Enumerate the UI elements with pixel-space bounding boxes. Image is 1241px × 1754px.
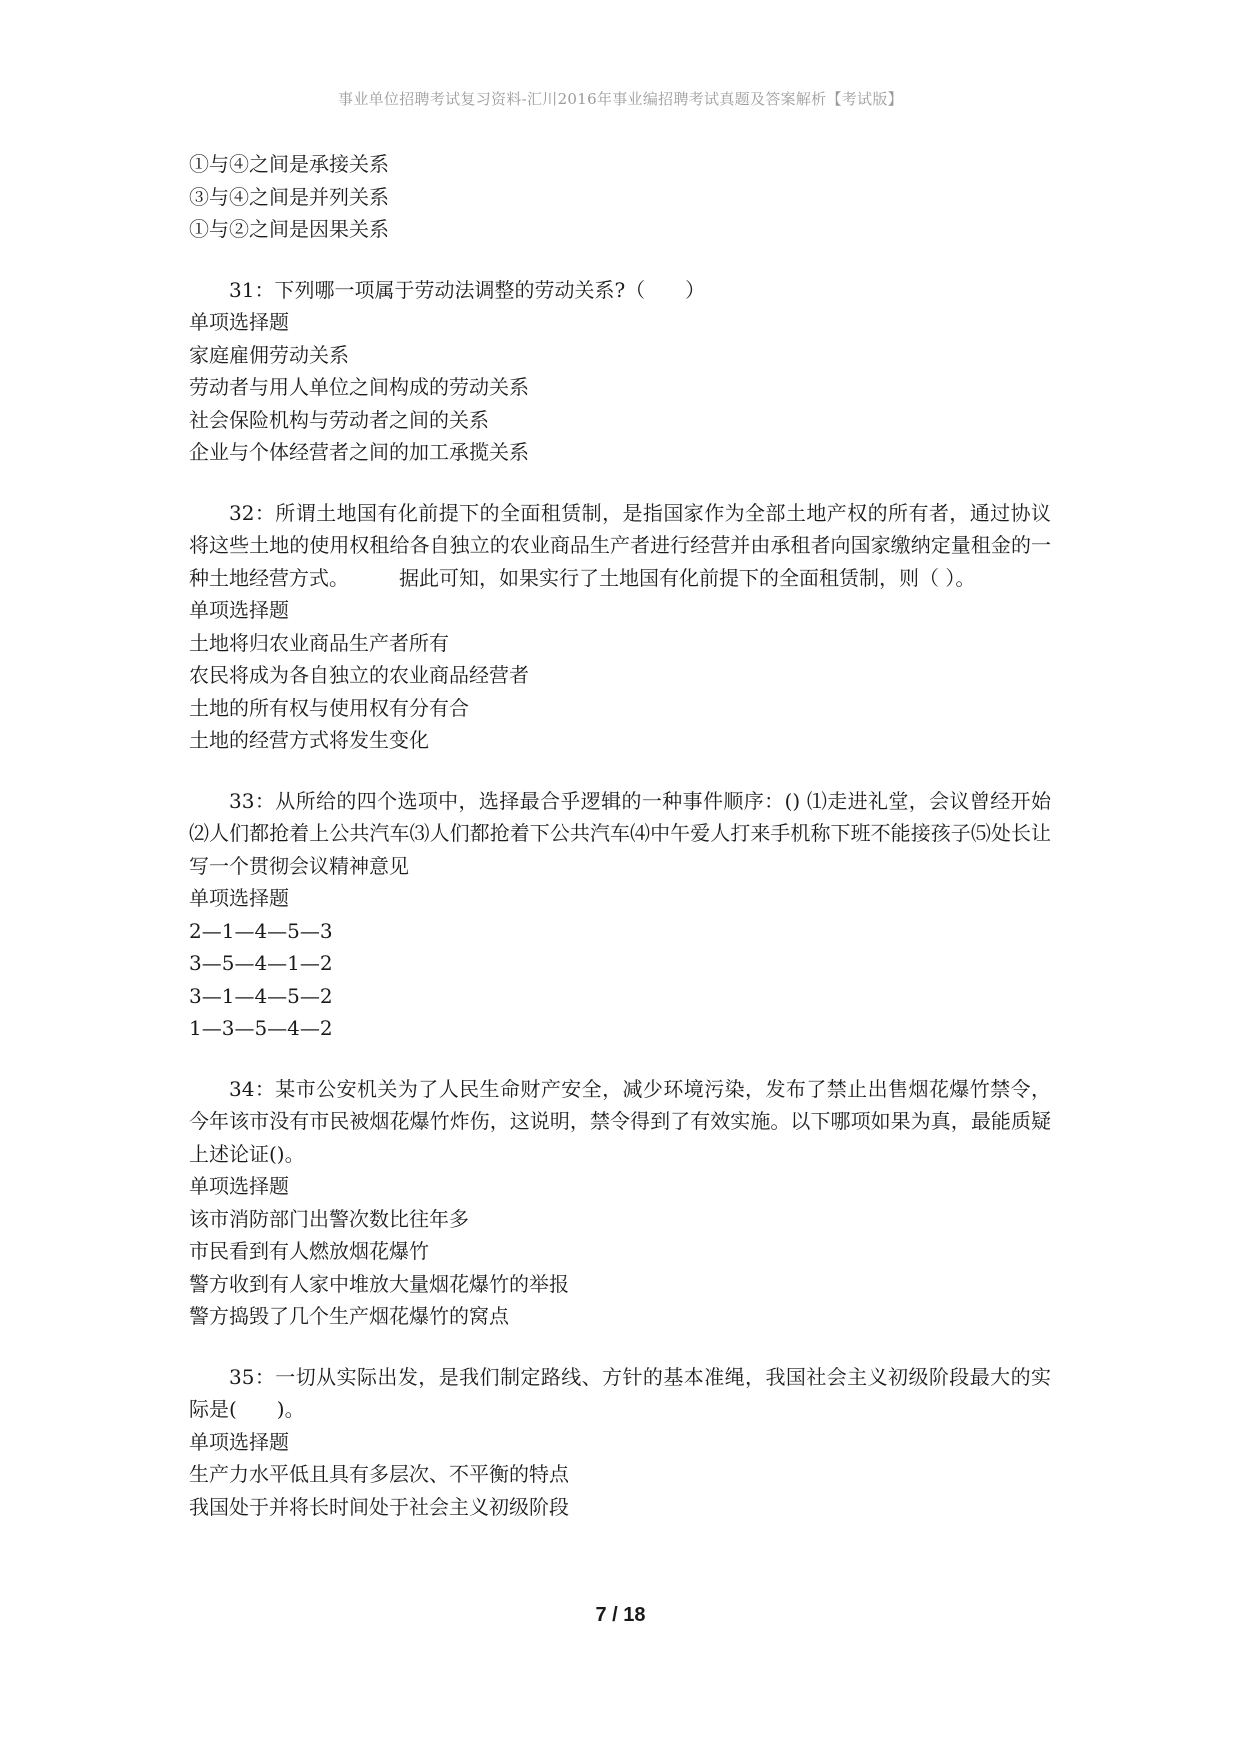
option-line: 警方捣毁了几个生产烟花爆竹的窝点 [189,1304,509,1328]
option-line: 我国处于并将长时间处于社会主义初级阶段 [189,1494,569,1519]
question-32 [189,497,1051,757]
option-line: 劳动者与用人单位之间构成的劳动关系 [189,375,529,399]
question-type: 单项选择题 [189,1174,289,1198]
option-line: ①与②之间是因果关系 [189,217,389,241]
question-34 [189,1073,1051,1333]
option-line: 2—1—4—5—3 [189,918,333,943]
question-type: 单项选择题 [189,598,289,622]
option-line: 3—1—4—5—2 [189,983,333,1008]
question-33 [189,785,1051,1045]
question-type: 单项选择题 [189,886,289,910]
question-text: 35：一切从实际出发，是我们制定路线、方针的基本准绳，我国社会主义初级阶段最大的实际是( )。 [189,1364,1051,1421]
question-35 [189,1361,1051,1524]
option-line: 3—5—4—1—2 [189,951,333,975]
question-type: 单项选择题 [189,310,289,334]
option-line: 农民将成为各自独立的农业商品经营者 [189,663,529,687]
question-text: 34：某市公安机关为了人民生命财产安全，减少环境污染，发布了禁止出售烟花爆竹禁令，今年该市没有市民被烟花爆竹炸伤，这说明，禁令得到了有效实施。以下哪项如果为真，最能质疑上述论证()。 [189,1076,1051,1166]
option-line: 市民看到有人燃放烟花爆竹 [189,1239,429,1263]
option-line: 土地将归农业商品生产者所有 [189,630,449,655]
option-line: ①与④之间是承接关系 [189,152,389,176]
option-line: 土地的经营方式将发生变化 [189,728,429,752]
option-line: ③与④之间是并列关系 [189,184,389,209]
question-text: 32：所谓土地国有化前提下的全面租赁制，是指国家作为全部土地产权的所有者，通过协议将这些土地的使用权租给各自独立的农业商品生产者进行经营并由承租者向国家缴纳定量租金的一种土地经营方式。 据此可知，如果实行了土地国有化前提下的全面租赁制，则（ ）。 [189,500,1051,590]
page-number: 7 / 18 [595,1604,646,1626]
question-31 [189,274,1051,469]
question-type: 单项选择题 [189,1429,289,1454]
option-line: 该市消防部门出警次数比往年多 [189,1206,469,1231]
option-line: 生产力水平低且具有多层次、不平衡的特点 [189,1462,569,1486]
lead-options [189,148,1051,246]
page-content [189,148,1051,1523]
question-text: 33：从所给的四个选项中，选择最合乎逻辑的一种事件顺序：() ⑴走进礼堂，会议曾经开始⑵人们都抢着上公共汽车⑶人们都抢着下公共汽车⑷中午爱人打来手机称下班不能接孩子⑸处长让写一个贯彻会议精神意见 [189,788,1051,878]
option-line: 家庭雇佣劳动关系 [189,342,349,367]
option-line: 1—3—5—4—2 [189,1016,333,1040]
page-header: 事业单位招聘考试复习资料-汇川2016年事业编招聘考试真题及答案解析【考试版】 [338,90,903,108]
option-line: 警方收到有人家中堆放大量烟花爆竹的举报 [189,1271,569,1296]
option-line: 土地的所有权与使用权有分有合 [189,695,469,720]
option-line: 企业与个体经营者之间的加工承揽关系 [189,440,529,464]
question-text: 31：下列哪一项属于劳动法调整的劳动关系?（ ） [229,277,706,302]
option-line: 社会保险机构与劳动者之间的关系 [189,407,489,432]
